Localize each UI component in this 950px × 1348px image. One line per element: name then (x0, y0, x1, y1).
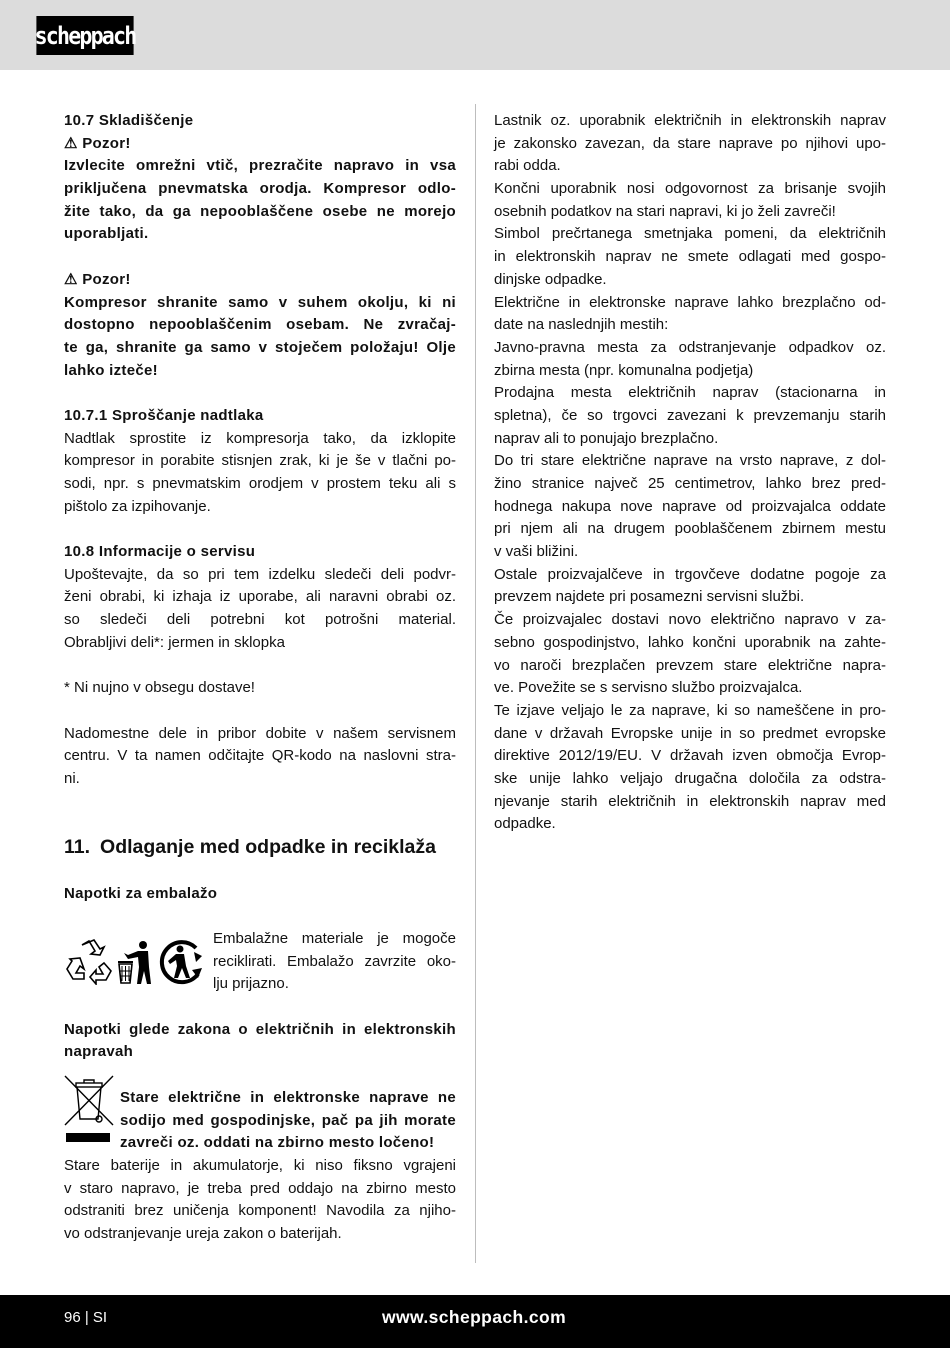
text-line: vo naroči brezplačen prevzem stare električne napra- (494, 656, 886, 674)
text-line: osebnih podatkov na stari napravi, ki jo želi zavreči! (494, 202, 836, 220)
text-line: uporabljati. (64, 225, 149, 243)
warning-icon: ⚠ (64, 270, 83, 288)
text-line: dinjske odpadke. (494, 270, 607, 288)
page-header (0, 0, 950, 70)
text-line: Javno-pravna mesta za odstranjevanje odpadkov oz. (494, 338, 886, 356)
text-line: 10.8 Informacije o servisu (64, 543, 256, 561)
paragraph (494, 609, 886, 700)
text-line: date na naslednjih mestih: (494, 316, 669, 334)
text-line: Napotki za embalažo (64, 884, 218, 902)
warning-2: ⚠ Pozor! (64, 270, 131, 288)
weee-row (64, 1087, 456, 1155)
text-line: vo odstranjevanje ureja zakon o baterijah. (64, 1224, 342, 1242)
text-line: Ostale proizvajalčeve in trgovčeve dodatne pogoje za (494, 565, 886, 583)
paragraph (494, 223, 886, 291)
paragraph (64, 1155, 456, 1246)
text-line: Stare električne in elektronske naprave ne (120, 1088, 456, 1106)
column-divider (475, 104, 476, 1263)
packaging-row (64, 928, 456, 996)
recycling-loop-icon (156, 938, 206, 986)
warning-icon: ⚠ (64, 134, 83, 152)
heading-10-7-1 (64, 405, 456, 428)
paragraph (494, 450, 886, 563)
text-line: direktive 2012/19/EU. V državah izven območja Evrop- (494, 747, 886, 765)
text-line: v vaši bližini. (494, 543, 579, 561)
text-line: centru. V ta namen odčitajte QR-kodo na naslovni stra- (64, 747, 456, 765)
text-line: Do tri stare električne naprave na vrsto naprave, z dol- (494, 452, 886, 470)
text-line: ske unije lahko veljajo drugačna določila za odstra- (494, 769, 886, 787)
paragraph (494, 382, 886, 450)
text-line: Izvlecite omrežni vtič, prezračite napravo in vsa (64, 157, 456, 175)
text-line: sebno gospodinjstvo, lahko končni uporabnik na zahte- (494, 633, 886, 651)
heading-11: 11. Odlaganje med odpadke in reciklaža (64, 835, 436, 858)
paragraph (64, 155, 456, 246)
text-line: Te izjave veljajo le za naprave, ki so nameščene in pro- (494, 701, 886, 719)
heading-weee (64, 1019, 456, 1064)
text-line: kompresor in porabite stisnjen zrak, ki je še v tlačni po- (64, 452, 456, 470)
paragraph (64, 723, 456, 791)
scheppach-logo: scheppach (36, 16, 133, 55)
paragraph (494, 337, 886, 382)
left-column (64, 110, 456, 1246)
heading-10-7 (64, 110, 456, 133)
text-line: ve. Povežite se s servisno službo proizvajalca. (494, 679, 803, 697)
text-line: napravah (64, 1043, 134, 1061)
paragraph (494, 178, 886, 223)
paragraph (494, 292, 886, 337)
paragraph (494, 110, 886, 178)
text-line: * Ni nujno v obsegu dostave! (64, 679, 255, 697)
text-line: dane v državah Evropske unije in so predmet evropske (494, 724, 886, 742)
text-line: Napotki glede zakona o električnih in elektronskih (64, 1020, 456, 1038)
text-line: 10.7 Skladiščenje (64, 112, 194, 129)
packaging-icons (64, 928, 213, 996)
text-line: spletna), če so trgovci zavezani k prevzemanju starih (494, 406, 886, 424)
text-line: Stare baterije in akumulatorje, ki niso fiksno vgrajeni (64, 1156, 456, 1174)
text-line: Simbol prečrtanega smetnjaka pomeni, da električnih (494, 225, 886, 243)
paragraph (494, 700, 886, 836)
text-line: in elektronskih naprav ne smete odlagati med gospo- (494, 248, 886, 266)
text-line: Embalažne materiale je mogoče (213, 930, 456, 947)
text-line: reciklirati. Embalažo zavrzite oko- (213, 952, 456, 970)
recycle-icon (64, 939, 114, 985)
text-line: zbirna mesta (npr. komunalna podjetja) (494, 361, 754, 379)
text-line: Lastnik oz. uporabnik električnih in elektronskih naprav (494, 112, 886, 129)
text-line: v staro napravo, je treba pred oddajo na zbirno mesto (64, 1179, 456, 1197)
text-line: rabi odda. (494, 157, 561, 175)
text-line: Nadtlak sprostite iz kompresorja tako, da izklopite (64, 429, 456, 447)
text-line: je zakonsko zavezan, da stare naprave po njihovi upo- (494, 134, 886, 152)
heading-packaging (64, 883, 456, 906)
text-line: hodnega nakupa nove naprave od proizvajalca oddate (494, 497, 886, 515)
text-line: odstraniti brez uničenja komponent! Navodila za njiho- (64, 1202, 456, 1220)
paragraph (213, 928, 456, 996)
text-line: Obrabljivi deli*: jermen in sklopka (64, 633, 285, 651)
text-line: priključena pnevmatska orodja. Kompresor odlo- (64, 180, 456, 198)
text-line: Če proizvajalec dostavi novo električno napravo v za- (494, 611, 886, 629)
paragraph (64, 677, 456, 700)
text-line: Prodajna mesta električnih naprav (stacionarna in (494, 384, 886, 402)
paragraph (64, 428, 456, 519)
text-line: sodijo med gospodinjske, pač pa jih morate (120, 1111, 456, 1129)
warning-1: ⚠ Pozor! (64, 134, 131, 152)
text-line: pištolo za izpihovanje. (64, 497, 211, 515)
heading-10-8 (64, 541, 456, 564)
text-line: lju prijazno. (213, 975, 289, 993)
text-line: Končni uporabnik nosi odgovornost za brisanje svojih (494, 180, 886, 198)
right-column (494, 110, 886, 836)
paragraph (120, 1087, 456, 1155)
paragraph (64, 292, 456, 383)
text-line: odpadke. (494, 815, 556, 833)
website-link[interactable]: www.scheppach.com (381, 1307, 567, 1327)
text-line: njevanje starih električnih in elektronskih naprav med (494, 792, 886, 810)
text-line: Nadomestne dele in pribor dobite v našem servisnem (64, 724, 456, 742)
crossed-bin-icon (64, 1087, 120, 1155)
text-line: Upoštevajte, da so pri tem izdelku sledeči deli podvr- (64, 565, 456, 583)
text-line: prevzem najdete pri posamezni servisni službi. (494, 588, 805, 606)
tidyman-icon (116, 939, 154, 985)
text-line: so sledeči deli potrebni kot potrošni material. (64, 611, 456, 629)
text-line: pri njem ali na drugem pooblaščenem zbirnem mestu (494, 520, 886, 538)
text-line: dostopno nepooblaščenim osebam. Ne zvračaj- (64, 316, 456, 334)
text-line: sodi, npr. s pnevmatskim orodjem v prostem teku ali s (64, 475, 456, 492)
paragraph (494, 564, 886, 609)
text-line: ni. (64, 769, 80, 787)
page-number: 96 | SI (64, 1309, 108, 1326)
text-line: lahko izteče! (64, 361, 158, 379)
page-footer (0, 1295, 950, 1348)
text-line: naprav ali to ponujajo brezplačno. (494, 429, 719, 447)
paragraph (64, 564, 456, 655)
text-line: Kompresor shranite samo v suhem okolju, ki ni (64, 293, 456, 311)
text-line: žite tako, da ga nepooblaščene osebe ne morejo (64, 202, 456, 220)
text-line: zavreči oz. oddati na zbirno mesto ločeno! (120, 1134, 435, 1152)
text-line: Električne in elektronske naprave lahko brezplačno od- (494, 293, 886, 311)
text-line: 10.7.1 Sproščanje nadtlaka (64, 406, 264, 424)
text-line: žino stranice največ 25 centimetrov, lahko brez pred- (494, 475, 886, 492)
text-line: ženi obrabi, ki izhaja iz uporabe, ali naravni obrabi oz. (64, 588, 456, 606)
text-line: te ga, shranite ga samo v stoječem položaju! Olje (64, 338, 456, 356)
